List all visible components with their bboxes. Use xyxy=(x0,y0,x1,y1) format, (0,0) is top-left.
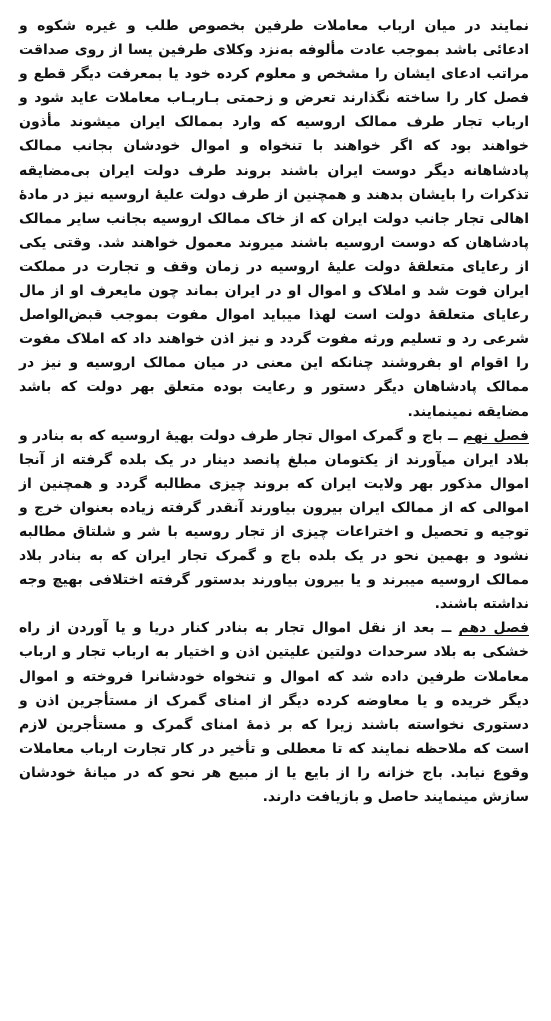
paragraph-2 xyxy=(19,424,529,617)
section-9-heading: فصل نهم xyxy=(462,427,530,444)
document-page xyxy=(19,14,529,809)
paragraph-1 xyxy=(19,14,529,424)
section-10-heading: فصل دهم xyxy=(458,620,530,637)
paragraph-3 xyxy=(19,616,529,809)
section-10-text: ــ بعد از نقل اموال تجار به بنادر کنار دریا و یا آوردن از راه خشکی به بلاد سرحدات دولتین علیتین اذن و اختیار به ارباب تجار و ارباب معاملات طرفین داده شد که اموال و تنخواه خودشانرا فروخته و اموال دیگر خریده و یا معاوضه کرده دیگر از امنای گمرک از مستأجرین اذن و دستوری نخواسته باشند زیرا که بر ذمهٔ امنای گمرک و مستأجرین لازم است که ملاحظه نمایند که تا معطلی و تأخیر در کار تجارت ارباب معاملات وقوع نیابد. باج خزانه را از بایع یا از مبیع هر نحو که در میانهٔ خودشان سازش مینمایند حاصل و بازیافت دارند. xyxy=(19,620,529,805)
paragraph-1-text: نمایند در میان ارباب معاملات طرفین بخصوص طلب و غیره شکوه و ادعائی باشد بموجب عادت مألوفه به‌نزد وکلای طرفین یسا از روی صداقت مراتب ادعای ایشان را مشخص و معلوم کرده خود یا بمعرفت دیگر قطع و فصل کار را ساخته نگذارند تعرض و زحمتی بـاربـاب معاملات عاید شود و ارباب تجار طرف ممالک اروسیه که وارد بممالک ایران میشوند مأذون خواهند بود که اگر خواهند با تنخواه و اموال خودشان بجانب ممالک پادشاهانه دیگر دوست ایران باشند بروند طرف دولت ایران بی‌مضایقه تذکرات را بایشان بدهند و همچنین از طرف دولت علیهٔ اروسیه نیز در مادهٔ اهالی تجار جانب دولت ایران که از خاک ممالک اروسیه بجانب سایر ممالک پادشاهان که دوست اروسیه باشند میروند معمول خواهند شد. وقتی یکی از رعایای متعلقهٔ دولت علیهٔ اروسیه در زمان وقف و تجارت در مملکت ایران فوت شد و املاک و اموال او در ایران بماند چون مایعرف او از مال رعایای متعلقهٔ دولت است لهذا میباید اموال مفوت بموجب قبض‌الواصل شرعی رد و تسلیم ورثه مفوت گردد و نیز اذن خواهند داد که املاک مفوت را اقوام او بفروشند چنانکه این معنی در میان ممالک اروسیه و نیز در ممالک پادشاهان دیگر دستور و رعایت بوده متعلق بهر دولت که باشد مضایقه نمینمایند. xyxy=(19,18,529,420)
section-9-text: ــ باج و گمرک اموال تجار طرف دولت بهیهٔ اروسیه که به بنادر و بلاد ایران میآورند از یکتومان مبلغ پانصد دینار در یک بلده گرفته از آنجا اموال مذکور بهر ولایت ایران که بروند چیزی مطالبه گردد و همچنین از اموالی که از ممالک ایران بیرون بیاورند آنقدر گرفته زیاده بعنوان خرج و توجیه و تحصیل و اختراعات چیزی از تجار روسیه با شر و شلتاق مطالبه نشود و بهمین نحو در یک بلده باج و گمرک تجار ایران که به بنادر بلاد ممالک اروسیه میبرند و یا بیرون بیاورند بدستور گرفته اختلافی بهیچ وجه نداشته باشند. xyxy=(19,427,529,613)
